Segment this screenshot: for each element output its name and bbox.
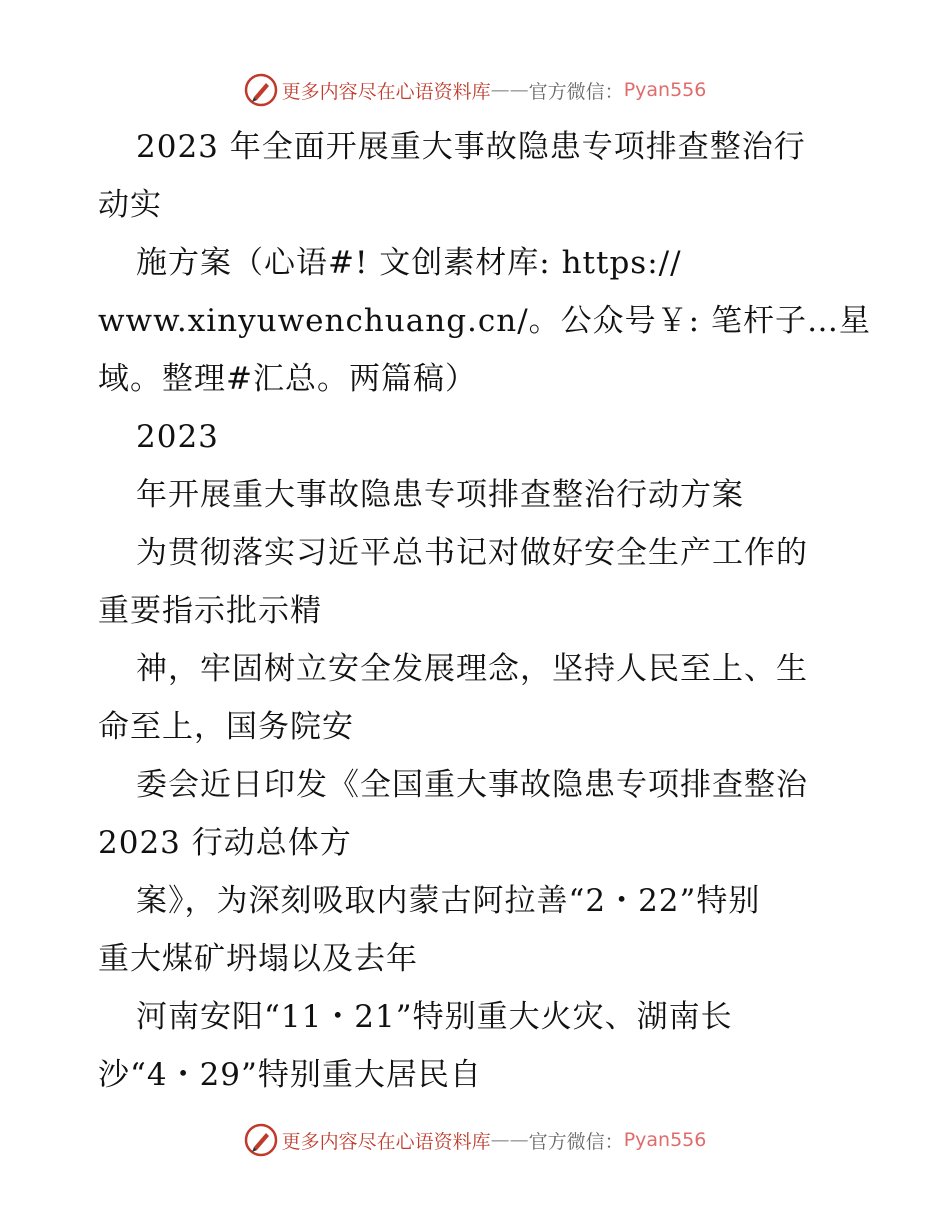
- doc-line: 河南安阳“11・21”特别重大火灾、湖南长: [136, 999, 733, 1035]
- doc-line: 2023 行动总体方: [98, 825, 352, 861]
- doc-line: 2023 年全面开展重大事故隐患专项排查整治行: [136, 129, 806, 165]
- banner-main-text: 更多内容尽在心语资料库: [281, 1130, 491, 1153]
- banner-wechat-id: Pyan556: [623, 79, 707, 101]
- banner-wechat-id: Pyan556: [623, 1129, 707, 1151]
- pen-logo-icon: [244, 73, 278, 107]
- doc-line: 重大煤矿坍塌以及去年: [98, 941, 418, 977]
- document-body: [98, 118, 871, 1104]
- doc-line: 沙“4・29”特别重大居民自: [98, 1057, 482, 1093]
- doc-line: www.xinyuwenchuang.cn/。公众号￥: 笔杆子…星: [98, 303, 871, 339]
- pen-logo-icon: [244, 1123, 278, 1157]
- banner-official-label: 官方微信：: [528, 1130, 624, 1153]
- banner-dash: ——: [490, 79, 529, 101]
- header-banner: [0, 70, 950, 110]
- doc-line: 案》，为深刻吸取内蒙古阿拉善“2・22”特别: [136, 883, 761, 919]
- banner-main-text: 更多内容尽在心语资料库: [281, 80, 491, 103]
- doc-line: 2023: [136, 419, 219, 455]
- doc-line: 委会近日印发《全国重大事故隐患专项排查整治: [136, 767, 808, 803]
- doc-line: 年开展重大事故隐患专项排查整治行动方案: [136, 477, 744, 513]
- doc-line: 命至上，国务院安: [98, 709, 354, 745]
- footer-banner: [0, 1120, 950, 1160]
- banner-dash: ——: [490, 1129, 529, 1151]
- doc-line: 神，牢固树立安全发展理念，坚持人民至上、生: [136, 651, 808, 687]
- doc-line: 动实: [98, 187, 162, 223]
- doc-line: 域。整理#汇总。两篇稿）: [98, 361, 477, 397]
- banner-official-label: 官方微信：: [528, 80, 624, 103]
- doc-line: 为贯彻落实习近平总书记对做好安全生产工作的: [136, 535, 808, 571]
- doc-line: 施方案（心语#! 文创素材库: https://: [136, 245, 682, 281]
- doc-line: 重要指示批示精: [98, 593, 322, 629]
